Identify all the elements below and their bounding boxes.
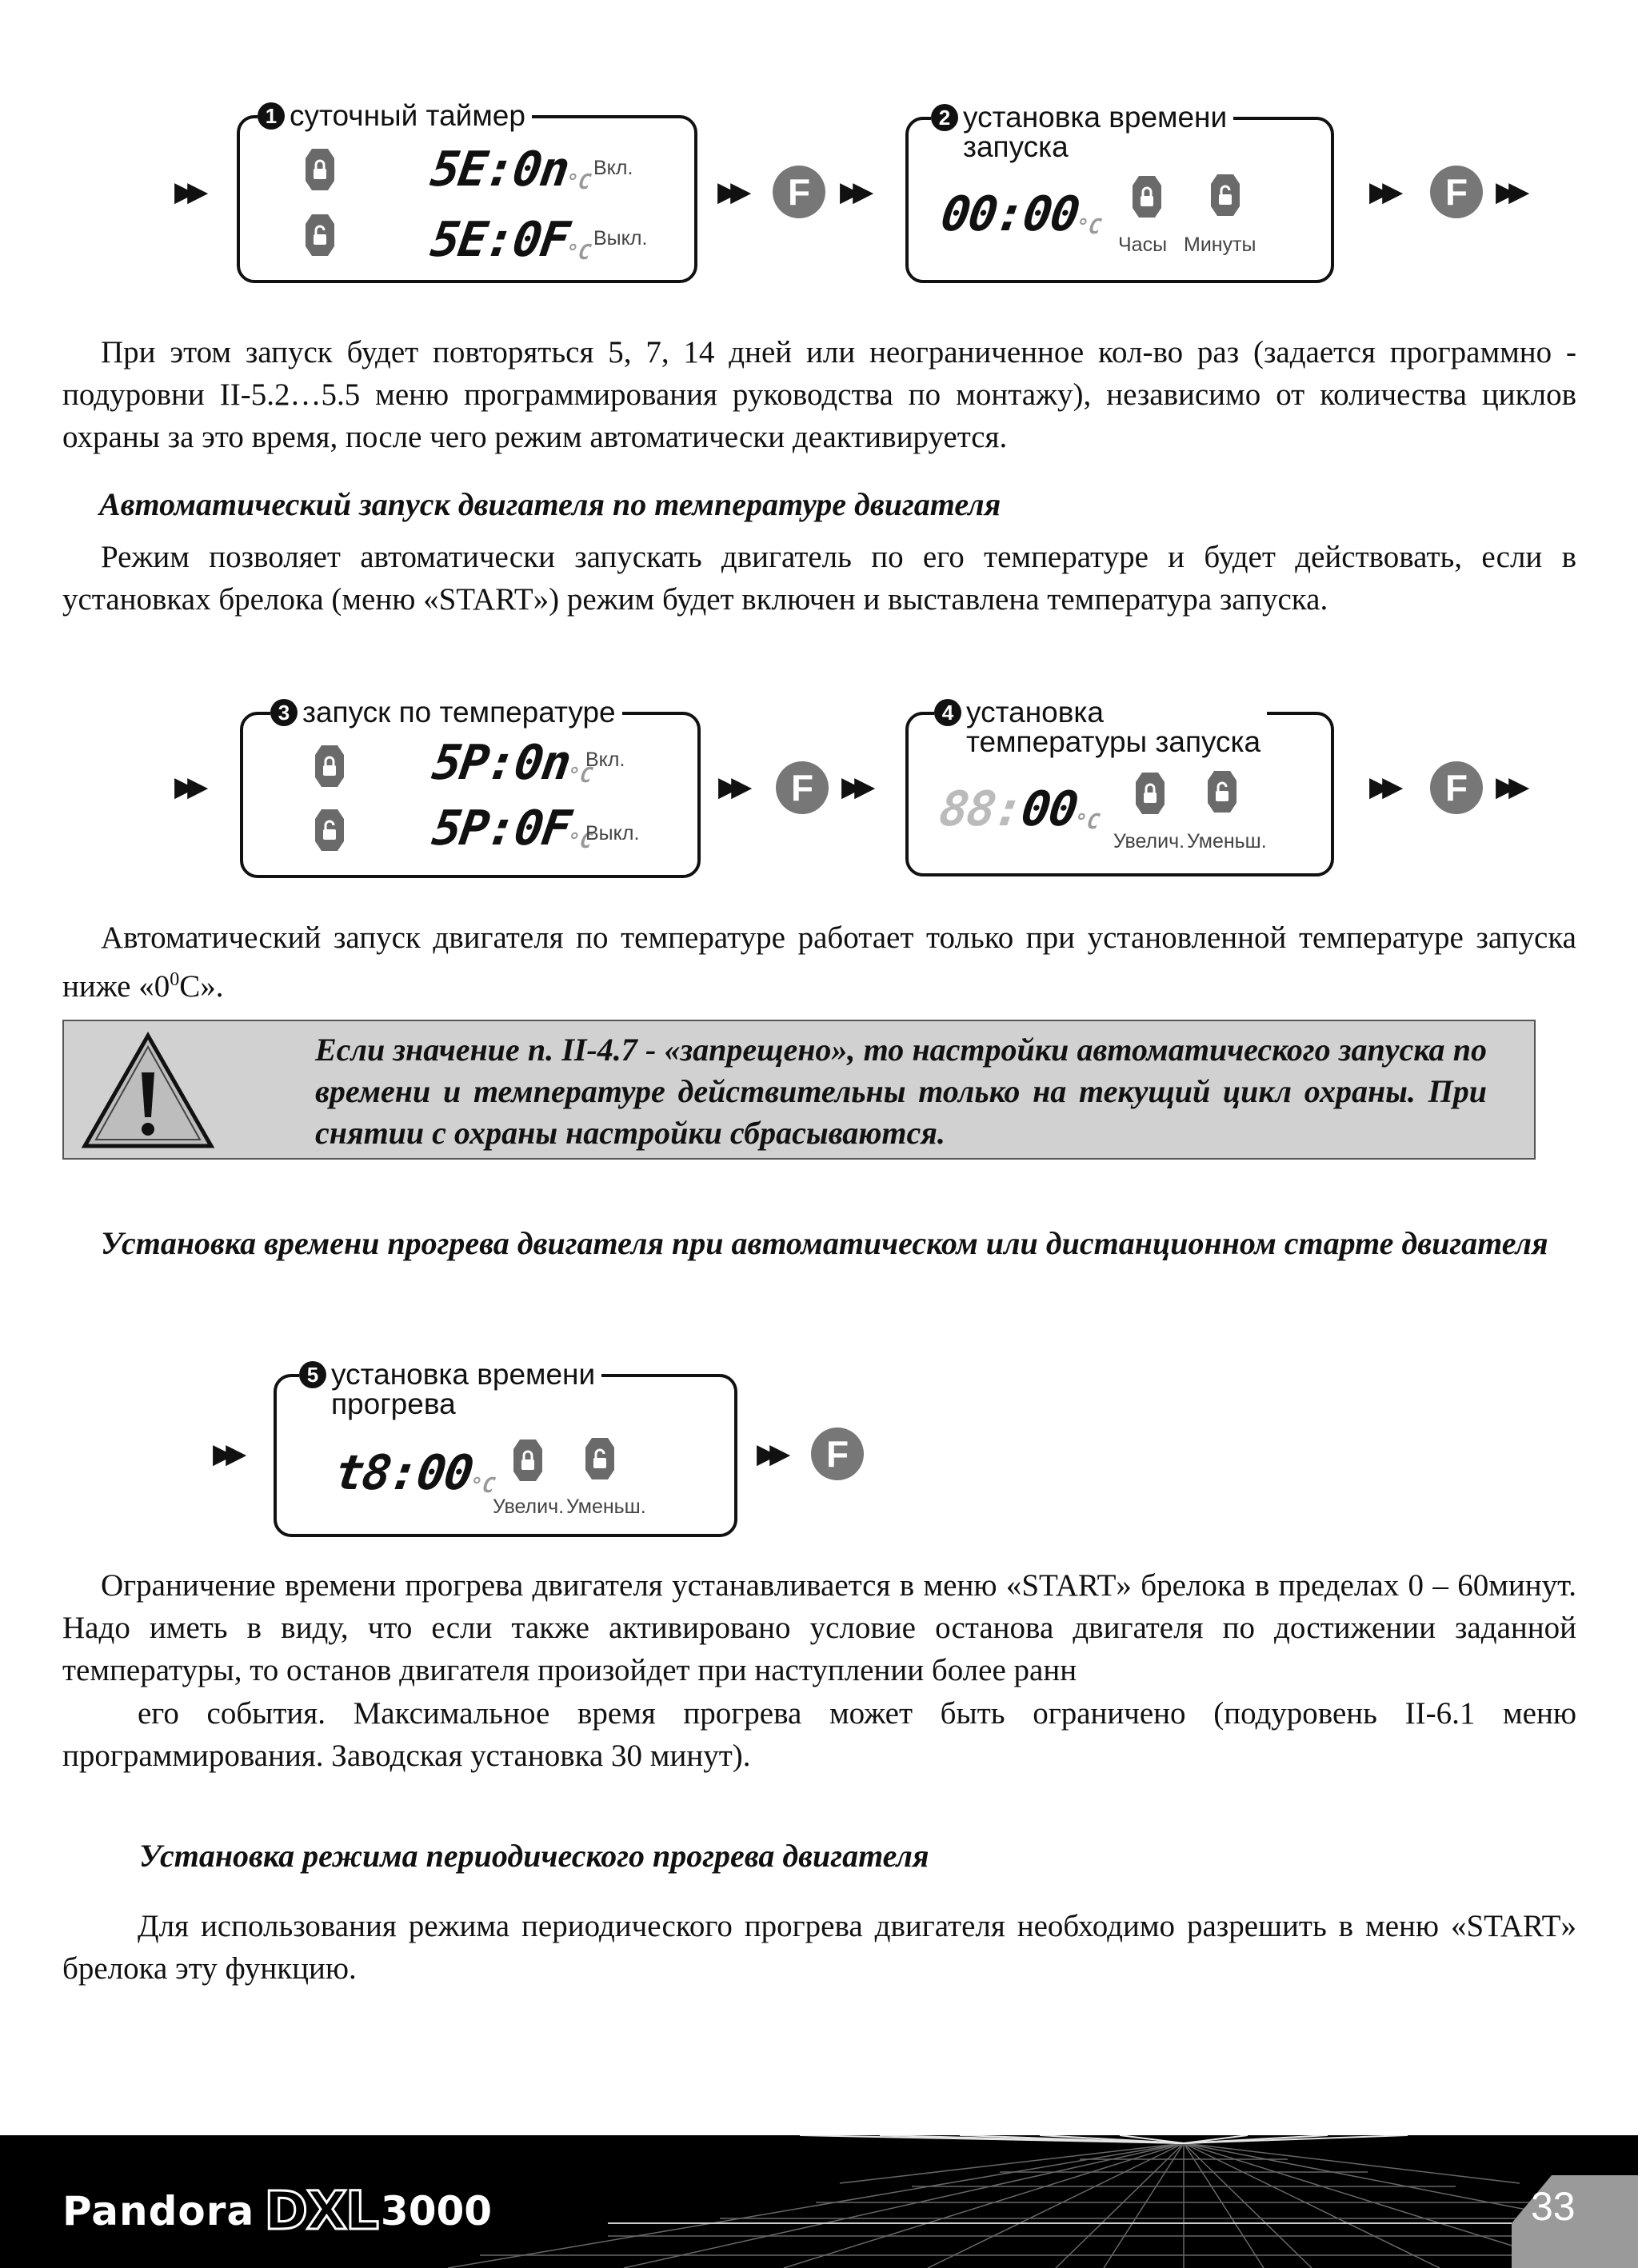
brand-logo (62, 2180, 492, 2242)
f-button[interactable]: F (773, 166, 825, 218)
warning-text: Если значение п. II-4.7 - «запрещено», то настройки автоматического запуска по времени и температуре действительны только на текущий цикл охраны. При снятии с охраны настройки сбрасываются. (315, 1032, 1487, 1151)
brand-name: Pandora (62, 2187, 255, 2234)
lcd-panel-start-temperature (905, 696, 1334, 876)
model-number: 3000 (380, 2187, 493, 2234)
panel-title-line: температуры запуска (966, 725, 1261, 758)
flow-arrow: ▶▶ (1496, 176, 1522, 208)
lcd-row-label-on: Вкл. (593, 157, 633, 179)
flow-arrow: ▶▶ (841, 771, 868, 803)
hours-button-label: Часы (1118, 234, 1168, 256)
lcd-segment-display: 5P:0n°C (429, 735, 594, 791)
section-heading-periodic-warmup: Установка режима периодического прогрева двигателя (139, 1838, 929, 1874)
lcd-panel-daily-timer (237, 99, 697, 283)
flow-arrow: ▶▶ (174, 771, 201, 803)
warning-box (62, 1020, 1536, 1160)
flow-arrow: ▶▶ (213, 1438, 239, 1470)
lcd-segment-display: 5E:0F°C (427, 212, 593, 268)
paragraph-warmup-limit-cont: его события. Максимальное время прогрева может быть ограничено (подуровень II-6.1 меню программирования. Заводская установка 30 минут). (62, 1696, 1576, 1773)
flow-arrow: ▶▶ (1369, 771, 1396, 803)
decrease-button-label: Уменьш. (566, 1495, 646, 1518)
increase-button-icon[interactable] (1134, 771, 1166, 816)
minutes-button-icon[interactable] (1209, 173, 1241, 218)
flow-arrow: ▶▶ (1369, 176, 1396, 208)
step-number-badge: 2 (931, 104, 958, 131)
lcd-segment-display: t8:00°C (331, 1445, 497, 1501)
lcd-panel-start-time (905, 101, 1334, 283)
f-button[interactable]: F (776, 761, 829, 814)
flow-arrow: ▶▶ (717, 176, 744, 208)
lock-button-icon[interactable] (304, 147, 336, 192)
hours-button-icon[interactable] (1131, 174, 1163, 219)
lcd-segment-display: 00:00°C (937, 186, 1103, 242)
section-heading-temperature-start: Автоматический запуск двигателя по температуре двигателя (99, 486, 1001, 522)
page-number: 33 (1531, 2184, 1576, 2229)
lcd-panel-title (931, 102, 1233, 162)
lcd-panel-title (934, 697, 1267, 757)
flow-arrow: ▶▶ (174, 176, 201, 208)
unlock-button-icon[interactable] (314, 808, 346, 852)
panel-title-line: запуска (963, 130, 1069, 163)
panel-title-line: установка времени (331, 1358, 596, 1391)
f-button[interactable]: F (1430, 761, 1483, 814)
page-footer (0, 2135, 1638, 2268)
step-number-badge: 3 (270, 699, 298, 726)
minutes-button-label: Минуты (1184, 234, 1256, 256)
lcd-segment-display: 5P:0F°C (429, 801, 594, 856)
lcd-panel-title (299, 1360, 601, 1419)
paragraph-repeat-info: При этом запуск будет повторяться 5, 7, 14 дней или неограниченное кол-во раз (задается программно - подуровни II-5.2…5.5 меню программирования руководства по монтажу), независимо от количества циклов охраны за это время, после чего режим автоматически деактивируется. (62, 335, 1576, 454)
flow-arrow: ▶▶ (840, 176, 866, 208)
decrease-button-icon[interactable] (1206, 769, 1238, 814)
increase-button-label: Увелич. (493, 1495, 565, 1518)
lcd-panel-temperature-start (240, 696, 701, 878)
unlock-button-icon[interactable] (304, 213, 336, 258)
flow-arrow: ▶▶ (718, 771, 745, 803)
step-number-badge: 4 (934, 699, 961, 726)
paragraph-temperature-limit: Автоматический запуск двигателя по температуре работает только при установленной температуре запуска ниже «$0^0С$». (62, 920, 1576, 1004)
lcd-panel-title (270, 697, 622, 727)
section-heading-warmup-time: Установка времени прогрева двигателя при автоматическом или дистанционном старте двигателя (101, 1225, 1548, 1261)
increase-button-icon[interactable] (512, 1438, 544, 1483)
panel-title-line: прогрева (331, 1388, 456, 1420)
decrease-button-label: Уменьш. (1187, 830, 1267, 852)
f-button[interactable]: F (811, 1427, 864, 1480)
model-outline: DXL (264, 2180, 378, 2242)
step-number-badge: 1 (258, 102, 285, 130)
step-number-badge: 5 (299, 1361, 326, 1388)
lcd-row-label-off: Выкл. (593, 227, 648, 250)
paragraph-temperature-mode: Режим позволяет автоматически запускать двигатель по его температуре и будет действовать, если в установках брелока (меню «START») режим будет включен и выставлена температура запуска. (62, 540, 1576, 617)
lcd-segment-display: 88:00°C (936, 781, 1101, 837)
lcd-panel-title (258, 101, 532, 130)
panel-title-line: запуск по температуре (302, 696, 616, 729)
panel-title-line: установка времени (963, 101, 1228, 134)
lcd-panel-warmup-time (274, 1358, 737, 1537)
paragraph-warmup-limit: Ограничение времени прогрева двигателя устанавливается в меню «START» брелока в пределах 0 – 60минут. Надо иметь в виду, что если также активировано условие останова двигателя по достижении заданной температуры, то останов двигателя произойдет при наступлении более ранн (62, 1568, 1576, 1687)
increase-button-label: Увелич. (1113, 830, 1185, 852)
f-button[interactable]: F (1430, 166, 1483, 218)
flow-arrow: ▶▶ (1496, 771, 1522, 803)
lock-button-icon[interactable] (314, 744, 346, 789)
panel-title-line: установка (966, 696, 1104, 729)
lcd-row-label-off: Выкл. (585, 822, 640, 845)
decrease-button-icon[interactable] (584, 1436, 616, 1481)
warning-triangle-icon (80, 1031, 216, 1151)
lcd-row-label-on: Вкл. (585, 749, 625, 771)
paragraph-periodic-warmup: Для использования режима периодического прогрева двигателя необходимо разрешить в меню «START» брелока эту функцию. (62, 1909, 1576, 1986)
flow-arrow: ▶▶ (757, 1438, 783, 1470)
panel-title-line: суточный таймер (290, 99, 525, 132)
lcd-segment-display: 5E:0n°C (427, 142, 593, 198)
